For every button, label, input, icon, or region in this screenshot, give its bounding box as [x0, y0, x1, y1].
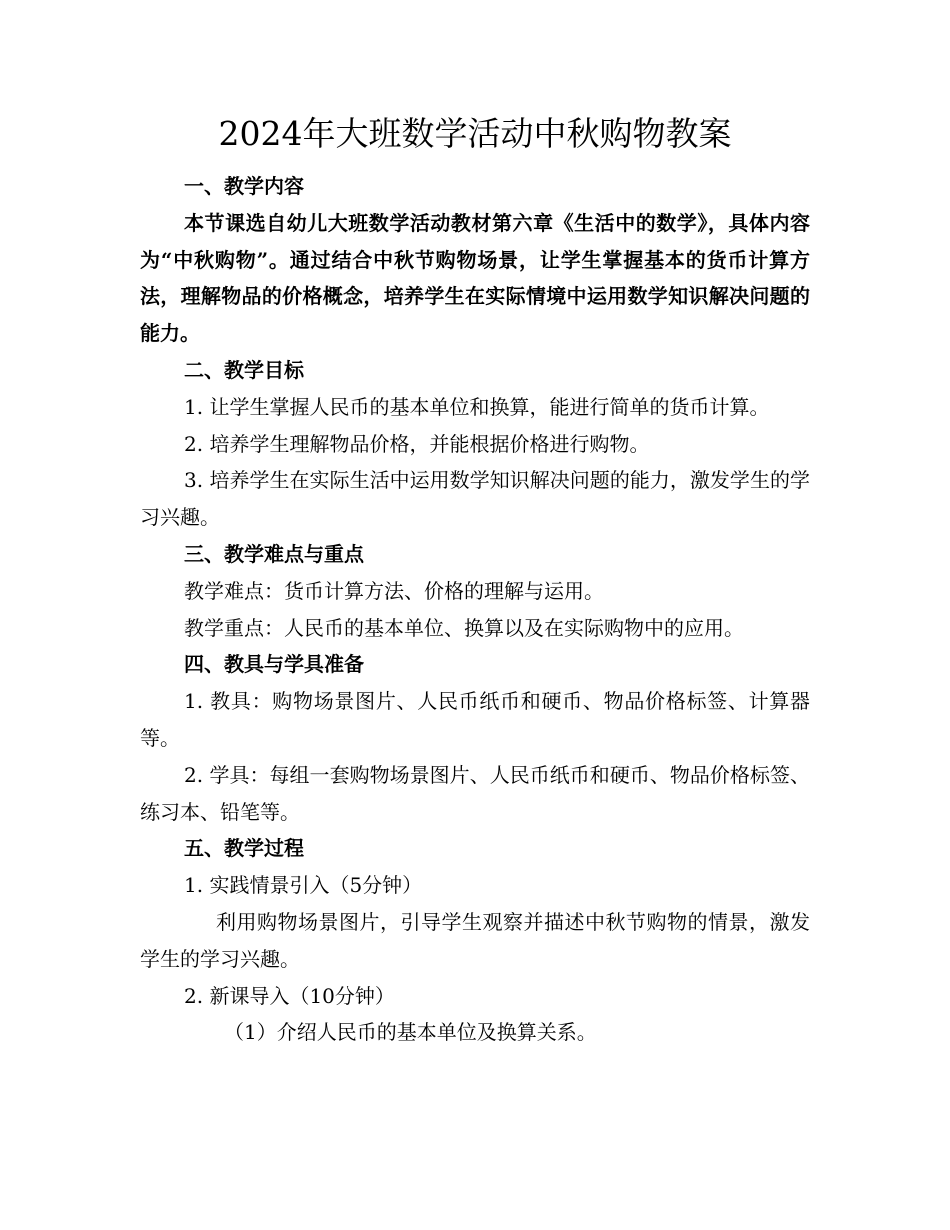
- section-paragraph: 本节课选自幼儿大班数学活动教材第六章《生活中的数学》，具体内容为“中秋购物”。通过结合中秋节购物场景，让学生掌握基本的货币计算方法，理解物品的价格概念，培养学生在实际情境中运用数学知识解决问题的能力。: [140, 210, 810, 346]
- document-body: [140, 168, 810, 1051]
- list-item: 1. 让学生掌握人民币的基本单位和换算，能进行简单的货币计算。: [184, 394, 770, 419]
- section-heading: 四、教具与学具准备: [184, 652, 364, 677]
- list-item: 1. 教具：购物场景图片、人民币纸币和硬币、物品价格标签、计算器等。: [140, 689, 810, 750]
- list-item: 教学难点：货币计算方法、价格的理解与运用。: [184, 578, 604, 603]
- section-heading: 五、教学过程: [184, 836, 304, 861]
- document-title: 2024年大班数学活动中秋购物教案: [218, 114, 732, 153]
- step-title: 2. 新课导入（10分钟）: [184, 983, 395, 1008]
- list-item: 教学重点：人民币的基本单位、换算以及在实际购物中的应用。: [184, 615, 744, 640]
- list-item: 3. 培养学生在实际生活中运用数学知识解决问题的能力，激发学生的学习兴趣。: [140, 468, 810, 530]
- section-heading: 二、教学目标: [184, 357, 304, 382]
- section-heading: 一、教学内容: [184, 174, 304, 198]
- step-sub-item: （1）介绍人民币的基本单位及换算关系。: [224, 1020, 597, 1045]
- step-title: 1. 实践情景引入（5分钟）: [184, 873, 423, 898]
- list-item: 2. 学具：每组一套购物场景图片、人民币纸币和硬币、物品价格标签、练习本、铅笔等。: [140, 762, 810, 824]
- list-item: 2. 培养学生理解物品价格，并能根据价格进行购物。: [184, 431, 650, 456]
- section-heading: 三、教学难点与重点: [184, 541, 364, 566]
- step-text: 利用购物场景图片，引导学生观察并描述中秋节购物的情景，激发学生的学习兴趣。: [140, 909, 810, 971]
